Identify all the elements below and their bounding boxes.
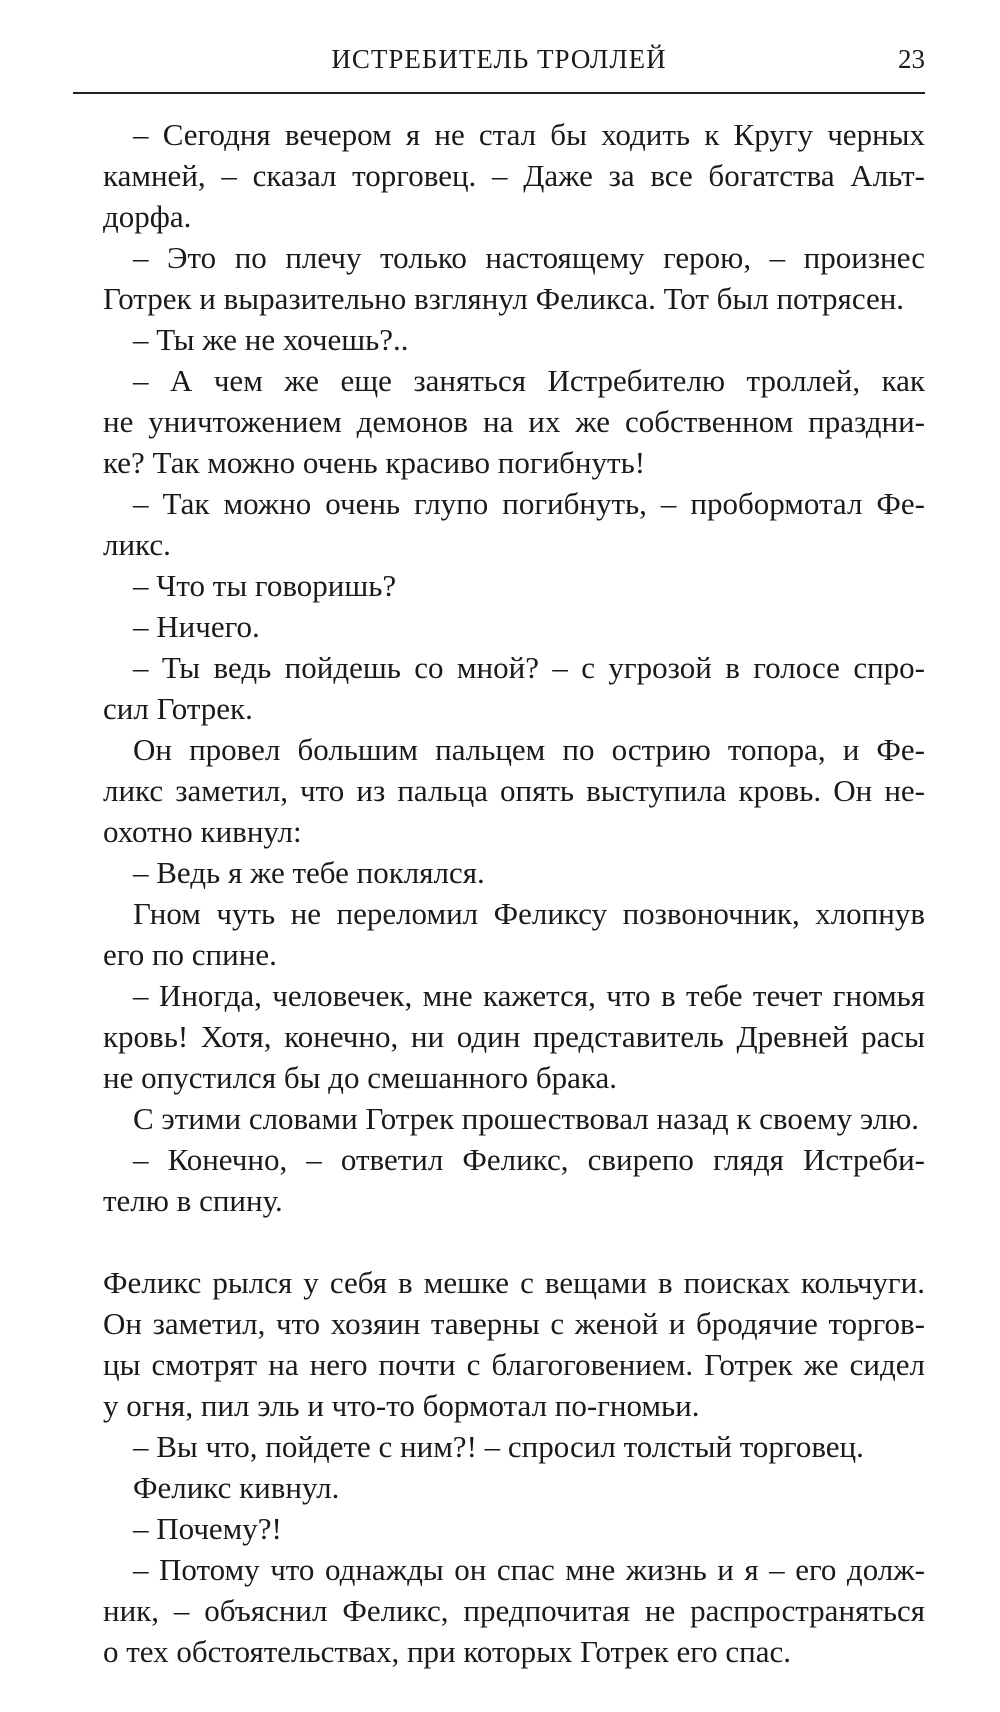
text-line: ликс заметил, что из пальца опять выступила кровь. Он не- — [103, 773, 925, 808]
text-section-1 — [73, 114, 925, 1221]
text-line: камней, – сказал торговец. – Даже за все богатства Альт- — [103, 158, 925, 193]
paragraph — [73, 1467, 925, 1508]
paragraph — [73, 729, 925, 852]
text-line: – Ничего. — [133, 609, 260, 644]
running-title: ИСТРЕБИТЕЛЬ ТРОЛЛЕЙ — [331, 44, 667, 74]
text-line: – А чем же еще заняться Истребителю троллей, как — [133, 363, 925, 398]
paragraph — [73, 1262, 925, 1426]
text-line: Феликс рылся у себя в мешке с вещами в поисках кольчуги. — [103, 1265, 925, 1300]
text-line: – Почему?! — [133, 1511, 282, 1546]
text-line: у огня, пил эль и что-то бормотал по-гномьи. — [103, 1388, 700, 1423]
text-line: сил Готрек. — [103, 691, 253, 726]
paragraph — [73, 1549, 925, 1672]
paragraph — [73, 1139, 925, 1221]
paragraph — [73, 483, 925, 565]
paragraph — [73, 114, 925, 237]
text-line: дорфа. — [103, 199, 192, 234]
text-line: не уничтожением демонов на их же собственном праздни- — [103, 404, 925, 439]
text-line: – Ты же не хочешь?.. — [133, 322, 409, 357]
text-line: Феликс кивнул. — [133, 1470, 340, 1505]
text-line: С этими словами Готрек прошествовал назад к своему элю. — [133, 1101, 919, 1136]
book-page — [73, 40, 925, 1672]
text-line: – Вы что, пойдете с ним?! – спросил толстый торговец. — [133, 1429, 864, 1464]
paragraph — [73, 360, 925, 483]
paragraph — [73, 1426, 925, 1467]
text-line: – Это по плечу только настоящему герою, – произнес — [133, 240, 925, 275]
text-line: – Ты ведь пойдешь со мной? – с угрозой в голосе спро- — [133, 650, 925, 685]
text-line: – Сегодня вечером я не стал бы ходить к Кругу черных — [133, 117, 925, 152]
text-line: ке? Так можно очень красиво погибнуть! — [103, 445, 646, 480]
text-line: кровь! Хотя, конечно, ни один представитель Древней расы — [103, 1019, 925, 1054]
paragraph — [73, 893, 925, 975]
section-break — [73, 1221, 925, 1262]
text-line: – Что ты говоришь? — [133, 568, 397, 603]
text-line: ник, – объяснил Феликс, предпочитая не распространяться — [103, 1593, 925, 1628]
paragraph — [73, 975, 925, 1098]
paragraph — [73, 852, 925, 893]
paragraph — [73, 1098, 925, 1139]
running-head — [73, 40, 925, 94]
paragraph — [73, 565, 925, 606]
text-section-2 — [73, 1262, 925, 1672]
body-text — [73, 114, 925, 1672]
text-line: охотно кивнул: — [103, 814, 302, 849]
text-line: телю в спину. — [103, 1183, 283, 1218]
text-line: – Так можно очень глупо погибнуть, – пробормотал Фе- — [133, 486, 925, 521]
text-line: – Потому что однажды он спас мне жизнь и я – его долж- — [133, 1552, 925, 1587]
text-line: его по спине. — [103, 937, 277, 972]
text-line: цы смотрят на него почти с благоговением. Готрек же сидел — [103, 1347, 925, 1382]
text-line: Он провел большим пальцем по острию топора, и Фе- — [133, 732, 925, 767]
paragraph — [73, 606, 925, 647]
text-line: не опустился бы до смешанного брака. — [103, 1060, 617, 1095]
text-line: – Ведь я же тебе поклялся. — [133, 855, 485, 890]
text-line: Гном чуть не переломил Феликсу позвоночник, хлопнув — [133, 896, 925, 931]
paragraph — [73, 647, 925, 729]
page-number: 23 — [898, 44, 925, 74]
text-line: – Иногда, человечек, мне кажется, что в тебе течет гномья — [133, 978, 925, 1013]
paragraph — [73, 1508, 925, 1549]
paragraph — [73, 237, 925, 319]
text-line: Готрек и выразительно взглянул Феликса. Тот был потрясен. — [103, 281, 905, 316]
text-line: Он заметил, что хозяин таверны с женой и бродячие торгов- — [103, 1306, 925, 1341]
paragraph — [73, 319, 925, 360]
text-line: ликс. — [103, 527, 171, 562]
text-line: о тех обстоятельствах, при которых Готрек его спас. — [103, 1634, 792, 1669]
text-line: – Конечно, – ответил Феликс, свирепо глядя Истреби- — [133, 1142, 925, 1177]
